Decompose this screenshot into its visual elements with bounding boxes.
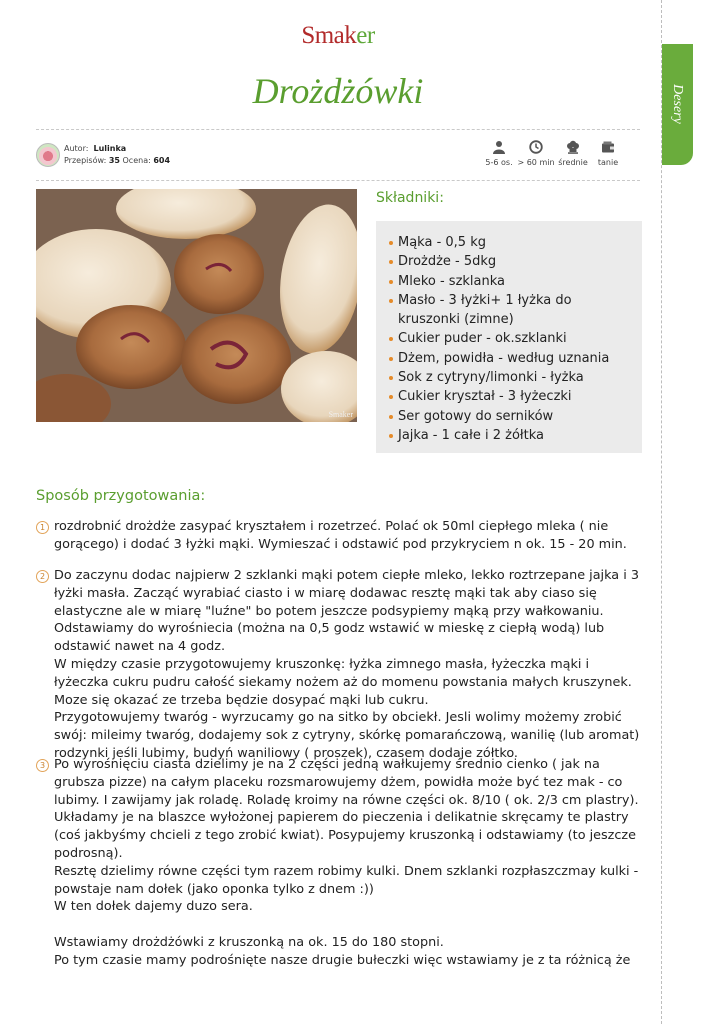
step-1 [54,518,644,554]
photo-watermark: Smaker [328,410,353,419]
brand-logo[interactable]: Smaker [301,22,375,49]
step-text: W między czasie przygotowujemy kruszonkę: łyżka zimnego masła, łyżeczka mąki i łyżeczka cukru pudru całość siekamy nożem aż do momenu powstania małych kruszynek. Moze się okazać ze trzeba będzie dosypać mąki lub cukru. [54,656,632,708]
step-text: Po tym czasie mamy podrośnięte nasze drugie bułeczki więc wstawiamy je z ta różnicą że [54,952,631,968]
divider-bottom [36,180,640,181]
ingredient-item: Masło - 3 łyżki+ 1 łyżka do kruszonki (zimne) [398,291,634,330]
ingredient-item: Mąka - 0,5 kg [398,233,634,252]
ingredients-box [376,221,642,453]
person-icon [492,140,506,154]
step-text: Do zaczynu dodac najpierw 2 szklanki mąki potem ciepłe mleko, lekko roztrzepane jajka i 3 łyżki masła. Zacząć wyrabiać ciasto i w miarę dodawac resztę mąki tak aby ciaso się elastyczne ale w miarę "luźne" bo potem jeszcze podsypiemy mąką przy wałkowaniu. Odstawiamy do wyrośniecia (można na 0,5 godz wstawić w mieskę z ciepłą wodą) lub odstawić nawet na 4 godz. [54,568,639,655]
ingredient-item: Cukier puder - ok.szklanki [398,329,634,348]
step-number: 3 [36,759,49,772]
avatar[interactable] [36,143,60,167]
step-3 [54,756,644,970]
recipe-title: Drożdżówki [252,71,424,111]
ingredients-heading: Składniki: [376,190,444,206]
step-text: Resztę dzielimy równe części tym razem robimy kulki. Dnem szklanki rozpłaszczmay kulki - powstaje nam dołek (jako oponka tylko z dnem :)) [54,863,639,897]
wallet-icon [601,140,615,154]
recipe-photo[interactable] [36,189,357,422]
cost-info: tanie [587,140,629,167]
ingredient-item: Ser gotowy do serników [398,407,634,426]
ingredient-item: Cukier kryształ - 3 łyżeczki [398,387,634,406]
category-tab-label: Desery [670,84,685,124]
step-text: Wstawiamy drożdżówki z kruszonką na ok. 15 do 180 stopni. [54,934,444,950]
divider-top [36,129,640,130]
chef-hat-icon [566,140,580,154]
step-text [54,916,644,934]
step-number: 1 [36,521,49,534]
difficulty-info: średnie [552,140,594,167]
ingredient-item: Jajka - 1 całe i 2 żółtka [398,426,634,445]
ingredient-item: Sok z cytryny/limonki - łyżka [398,368,634,387]
step-text: rozdrobnić drożdże zasypać kryształem i rozetrzeć. Polać ok 50ml ciepłego mleka ( nie gorącego) i dodać 3 łyżki mąki. Wymieszać i odstawić pod przykryciem n ok. 15 - 20 min. [54,519,627,552]
ingredient-item: Mleko - szklanka [398,272,634,291]
method-heading: Sposób przygotowania: [36,488,206,504]
ingredient-item: Dżem, powidła - według uznania [398,349,634,368]
step-text: Po wyrośnięciu ciasta dzielimy je na 2 części jedną wałkujemy średnio cienko ( jak na grubsza pizze) na całym placeku rozsmarowujemy dżem, powidła może być tez mak - co lubimy. I zawijamy jak roladę. Roladę kroimy na równe części ok. 8/10 ( ok. 2/3 cm plastry). Układamy je na blaszce wyłożonej papierem do pieczenia i delikatnie skręcamy te plastry (coś jakbyśmy chcieli z tego zrobić kwiat). Posypujemy kruszonką i odstawiamy (to jeszcze podrosną). [54,757,639,861]
ingredient-item: Drożdże - 5dkg [398,252,634,271]
clock-icon [529,140,543,154]
step-text: W ten dołek dajemy duzo sera. [54,899,253,915]
servings-info: 5-6 os. [478,140,520,167]
step-2 [54,567,644,763]
author-name[interactable]: Lulinka [93,144,127,153]
step-text: Przygotowujemy twaróg - wyrzucamy go na sitko by obciekł. Jesli wolimy możemy zrobić swój: mileimy twaróg, dodajemy sok z cytryny, skórkę pomarańczową, wanilię (lub aromat) rodzynki jeśli lubimy, budyń waniliowy ( proszek), czasem dodaje zółtko. [54,710,640,761]
step-number: 2 [36,570,49,583]
ingredients-list [376,221,642,445]
author-info: Autor: Lulinka Przepisów: 35 Ocena: 604 [64,144,171,165]
time-info: > 60 min [515,140,557,167]
